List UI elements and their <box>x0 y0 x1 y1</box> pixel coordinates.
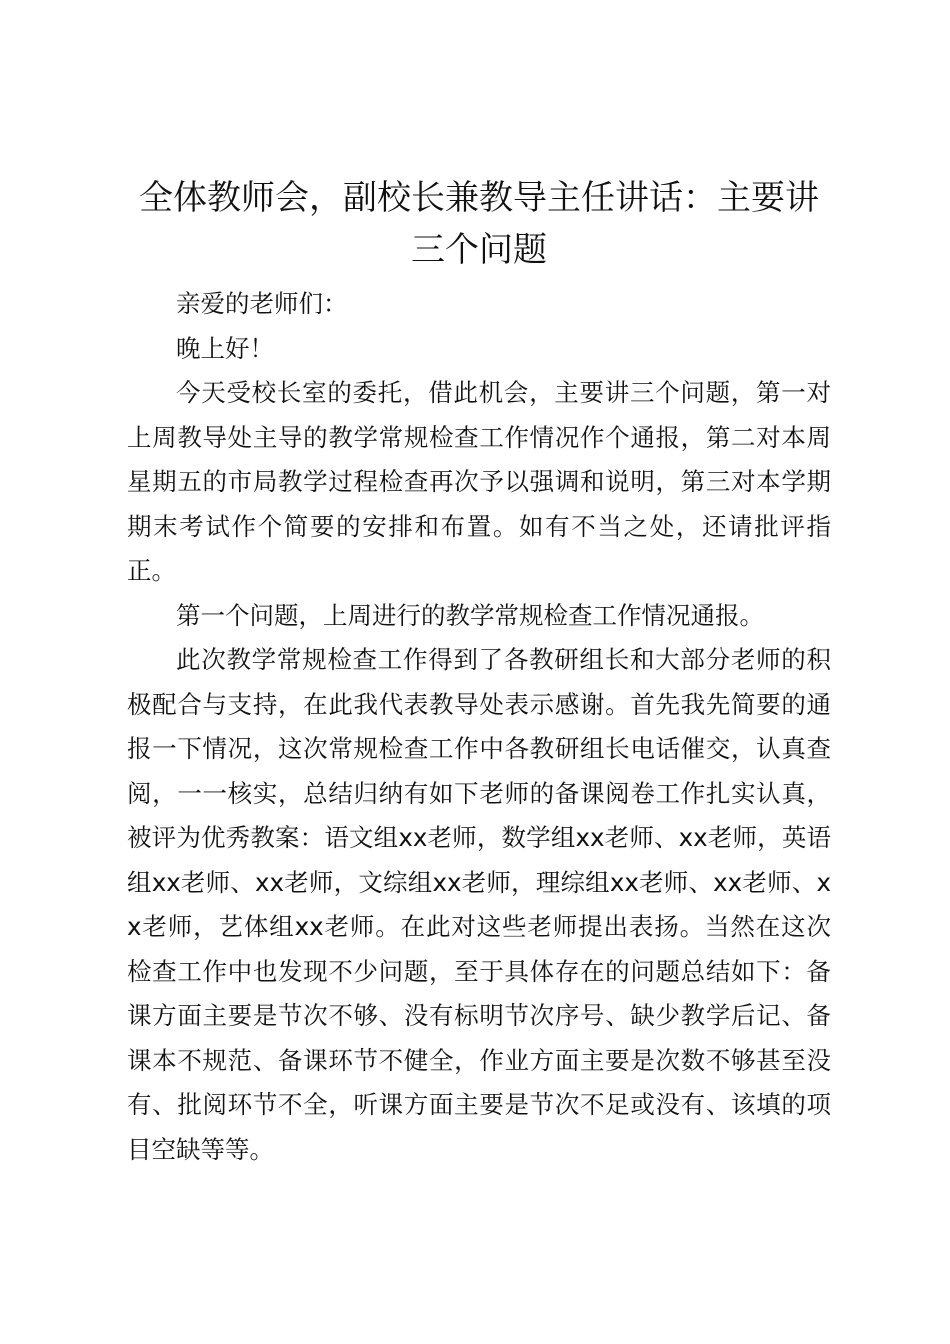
paragraph-first-issue-heading: 第一个问题，上周进行的教学常规检查工作情况通报。 <box>176 600 764 630</box>
paragraph-intro: 今天受校长室的委托，借此机会，主要讲三个问题，第一对上周教导处主导的教学常规检查工作情况作个通报，第二对本周星期五的市局教学过程检查再次予以强调和说明，第三对本学期期末考试作个简要的安排和布置。如有不当之处，还请批评指正。 <box>127 378 831 585</box>
salutation: 亲爱的老师们： <box>176 289 348 318</box>
title-line-2: 三个问题 <box>411 230 547 270</box>
document-title <box>127 172 831 276</box>
document-page <box>127 172 831 1172</box>
paragraph-inspection-report: 此次教学常规检查工作得到了各教研组长和大部分老师的积极配合与支持，在此我代表教导处表示感谢。首先我先简要的通报一下情况，这次常规检查工作中各教研组长电话催交，认真查阅，一一核实，总结归纳有如下老师的备课阅卷工作扎实认真，被评为优秀教案：语文组xx老师，数学组xx老师、xx老师，英语组xx老师、xx老师，文综组xx老师，理综组xx老师、xx老师、xx老师，艺体组xx老师。在此对这些老师提出表扬。当然在这次检查工作中也发现不少问题，至于具体存在的问题总结如下：备课方面主要是节次不够、没有标明节次序号、缺少教学后记、备课本不规范、备课环节不健全，作业方面主要是次数不够甚至没有、批阅环节不全，听课方面主要是节次不足或没有、该填的项目空缺等等。 <box>127 645 831 1164</box>
title-line-1: 全体教师会，副校长兼教导主任讲话：主要讲 <box>139 178 819 218</box>
greeting: 晚上好！ <box>176 333 274 363</box>
document-body <box>127 282 831 1172</box>
